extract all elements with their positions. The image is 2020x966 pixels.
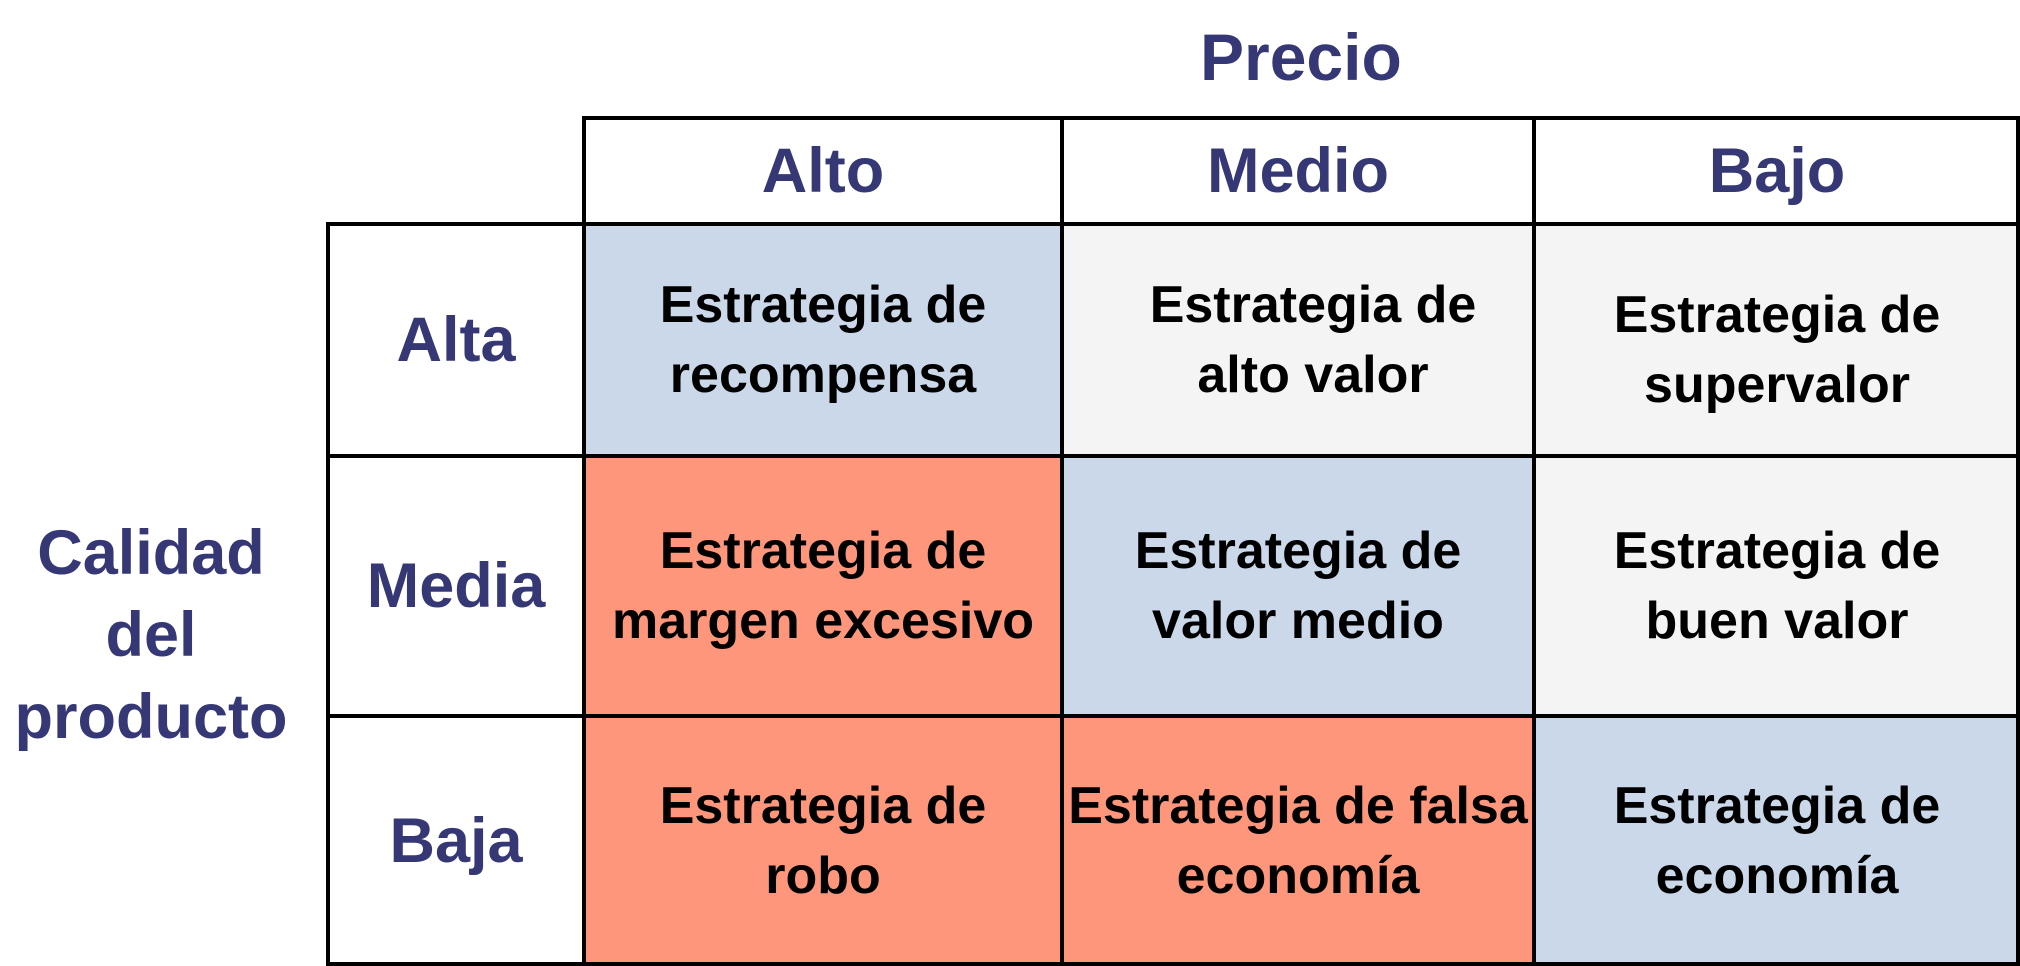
cell-baja-medio-line1: Estrategia de falsa	[1068, 777, 1528, 835]
quality-axis-title-line2: producto	[14, 682, 288, 752]
cell-media-medio-line1: Estrategia de	[1134, 522, 1462, 580]
cell-alta-alto	[584, 224, 1062, 456]
grid-line-left	[326, 222, 330, 966]
cell-media-alto-line1: Estrategia de	[659, 522, 987, 580]
cell-baja-bajo-line1: Estrategia de	[1613, 777, 1941, 835]
column-header-alto: Alto	[761, 136, 885, 206]
cell-media-bajo	[1534, 456, 2020, 716]
grid-line-col0	[582, 116, 586, 966]
cell-media-bajo-line2: buen valor	[1645, 592, 1909, 650]
grid-line-header-bottom	[326, 222, 2020, 226]
cell-media-medio	[1062, 456, 1534, 716]
cell-baja-alto	[584, 716, 1062, 966]
price-axis-title: Precio	[1200, 20, 1402, 94]
cell-baja-alto-line1: Estrategia de	[659, 777, 987, 835]
quality-axis-title	[0, 512, 302, 758]
cell-alta-bajo	[1534, 224, 2020, 456]
cell-baja-bajo-line2: economía	[1655, 847, 1899, 905]
grid-line-right	[2016, 116, 2020, 966]
cell-alta-bajo-line1: Estrategia de	[1613, 286, 1941, 344]
cell-alta-bajo-line2: supervalor	[1644, 356, 1910, 414]
cell-alta-alto-line1: Estrategia de	[659, 276, 987, 334]
quality-axis-title-line1: Calidad del	[37, 518, 265, 670]
cell-media-alto	[584, 456, 1062, 716]
column-header-medio: Medio	[1207, 136, 1389, 206]
cell-alta-alto-line2: recompensa	[669, 346, 977, 404]
row-header-baja: Baja	[389, 806, 523, 876]
cell-baja-medio-line2: economía	[1176, 847, 1420, 905]
row-header-media: Media	[366, 551, 546, 621]
row-header-alta: Alta	[396, 305, 516, 375]
grid-line-col2	[1532, 116, 1536, 966]
grid-line-row1-bottom	[326, 454, 2020, 458]
grid-line-top	[582, 116, 2020, 120]
cell-baja-alto-line2: robo	[765, 847, 881, 905]
cell-baja-medio	[1062, 716, 1534, 966]
cell-alta-medio-line2: alto valor	[1197, 346, 1429, 404]
grid-line-bottom	[326, 962, 2020, 966]
cell-alta-medio-line1: Estrategia de	[1149, 276, 1477, 334]
cell-media-alto-line2: margen excesivo	[611, 592, 1035, 650]
grid-line-col1	[1060, 116, 1064, 966]
cell-baja-bajo	[1534, 716, 2020, 966]
column-header-bajo: Bajo	[1708, 136, 1846, 206]
cell-media-medio-line2: valor medio	[1152, 592, 1444, 650]
grid-line-row2-bottom	[326, 714, 2020, 718]
cell-media-bajo-line1: Estrategia de	[1613, 522, 1941, 580]
cell-alta-medio	[1062, 224, 1534, 456]
